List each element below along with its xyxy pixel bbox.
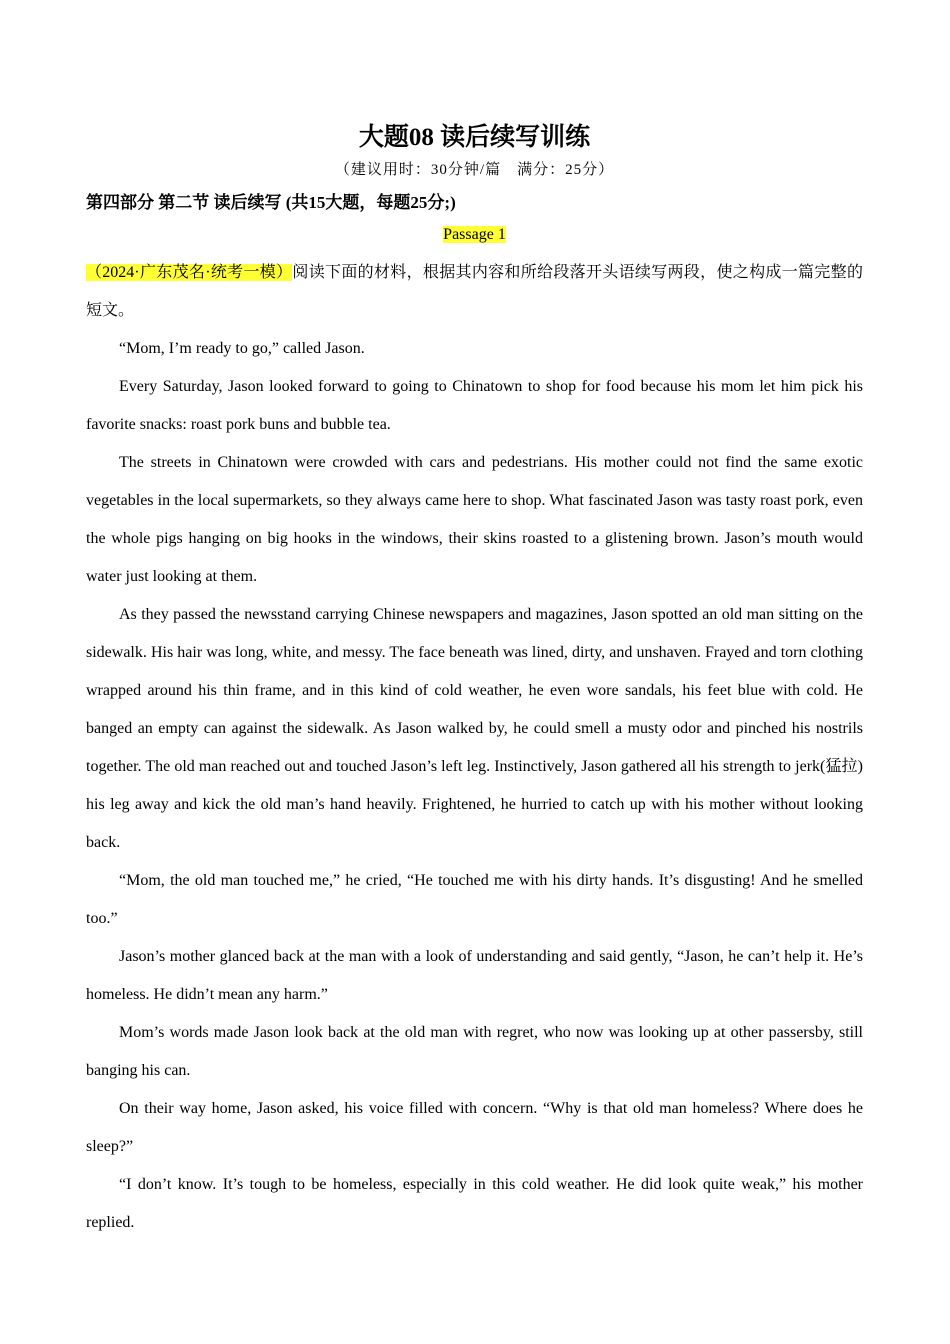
story-paragraph: “Mom, I’m ready to go,” called Jason. [119,340,365,357]
instruction-paragraph [86,254,863,330]
story-paragraph: As they passed the newsstand carrying Chinese newspapers and magazines, Jason spotted an old man sitting on the sidewalk. His hair was long, white, and messy. The face beneath was lined, dirty, and unshaven. Frayed and torn clothing wrapped around his thin frame, and in this kind of cold weather, he even wore sandals, his feet blue with cold. He banged an empty can against the sidewalk. As Jason walked by, he could smell a musty odor and pinched his nostrils together. The old man reached out and touched Jason’s left leg. Instinctively, Jason gathered all his strength to jerk(猛拉) his leg away and kick the old man’s hand heavily. Frightened, he hurried to catch up with his mother without looking back. [86,606,863,851]
document-title: 大题08 读后续写训练 [358,124,591,151]
document-page [86,118,863,1242]
story-paragraph: Mom’s words made Jason look back at the old man with regret, who now was looking up at other passersby, still banging his can. [86,1024,863,1079]
story-paragraph: Every Saturday, Jason looked forward to going to Chinatown to shop for food because his mom let him pick his favorite snacks: roast pork buns and bubble tea. [86,378,863,433]
passage-label [86,220,863,250]
story-paragraph: The streets in Chinatown were crowded with cars and pedestrians. His mother could not find the same exotic vegetables in the local supermarkets, so they always came here to shop. What fascinated Jason was tasty roast pork, even the whole pigs hanging on big hooks in the windows, their skins roasted to a glistening brown. Jason’s mouth would water just looking at them. [86,454,863,585]
passage-label-text: Passage 1 [443,226,506,243]
section-heading: 第四部分 第二节 读后续写 (共15大题，每题25分;) [86,193,456,212]
story-paragraph: On their way home, Jason asked, his voice filled with concern. “Why is that old man homeless? Where does he sleep?” [86,1100,863,1155]
story-paragraph: “Mom, the old man touched me,” he cried, “He touched me with his dirty hands. It’s disgusting! And he smelled too.” [86,872,863,927]
story-paragraph: “I don’t know. It’s tough to be homeless, especially in this cold weather. He did look quite weak,” his mother replied. [86,1176,863,1231]
source-tag: （2024·广东茂名·统考一模） [86,264,293,281]
story-paragraph: Jason’s mother glanced back at the man with a look of understanding and said gently, “Jason, he can’t help it. He’s homeless. He didn’t mean any harm.” [86,948,863,1003]
time-score-note: （建议用时：30分钟/篇 满分：25分） [334,162,615,178]
instruction-text: 阅读下面的材料，根据其内容和所给段落开头语续写两段，使之构成一篇完整的短文。 [86,264,863,319]
